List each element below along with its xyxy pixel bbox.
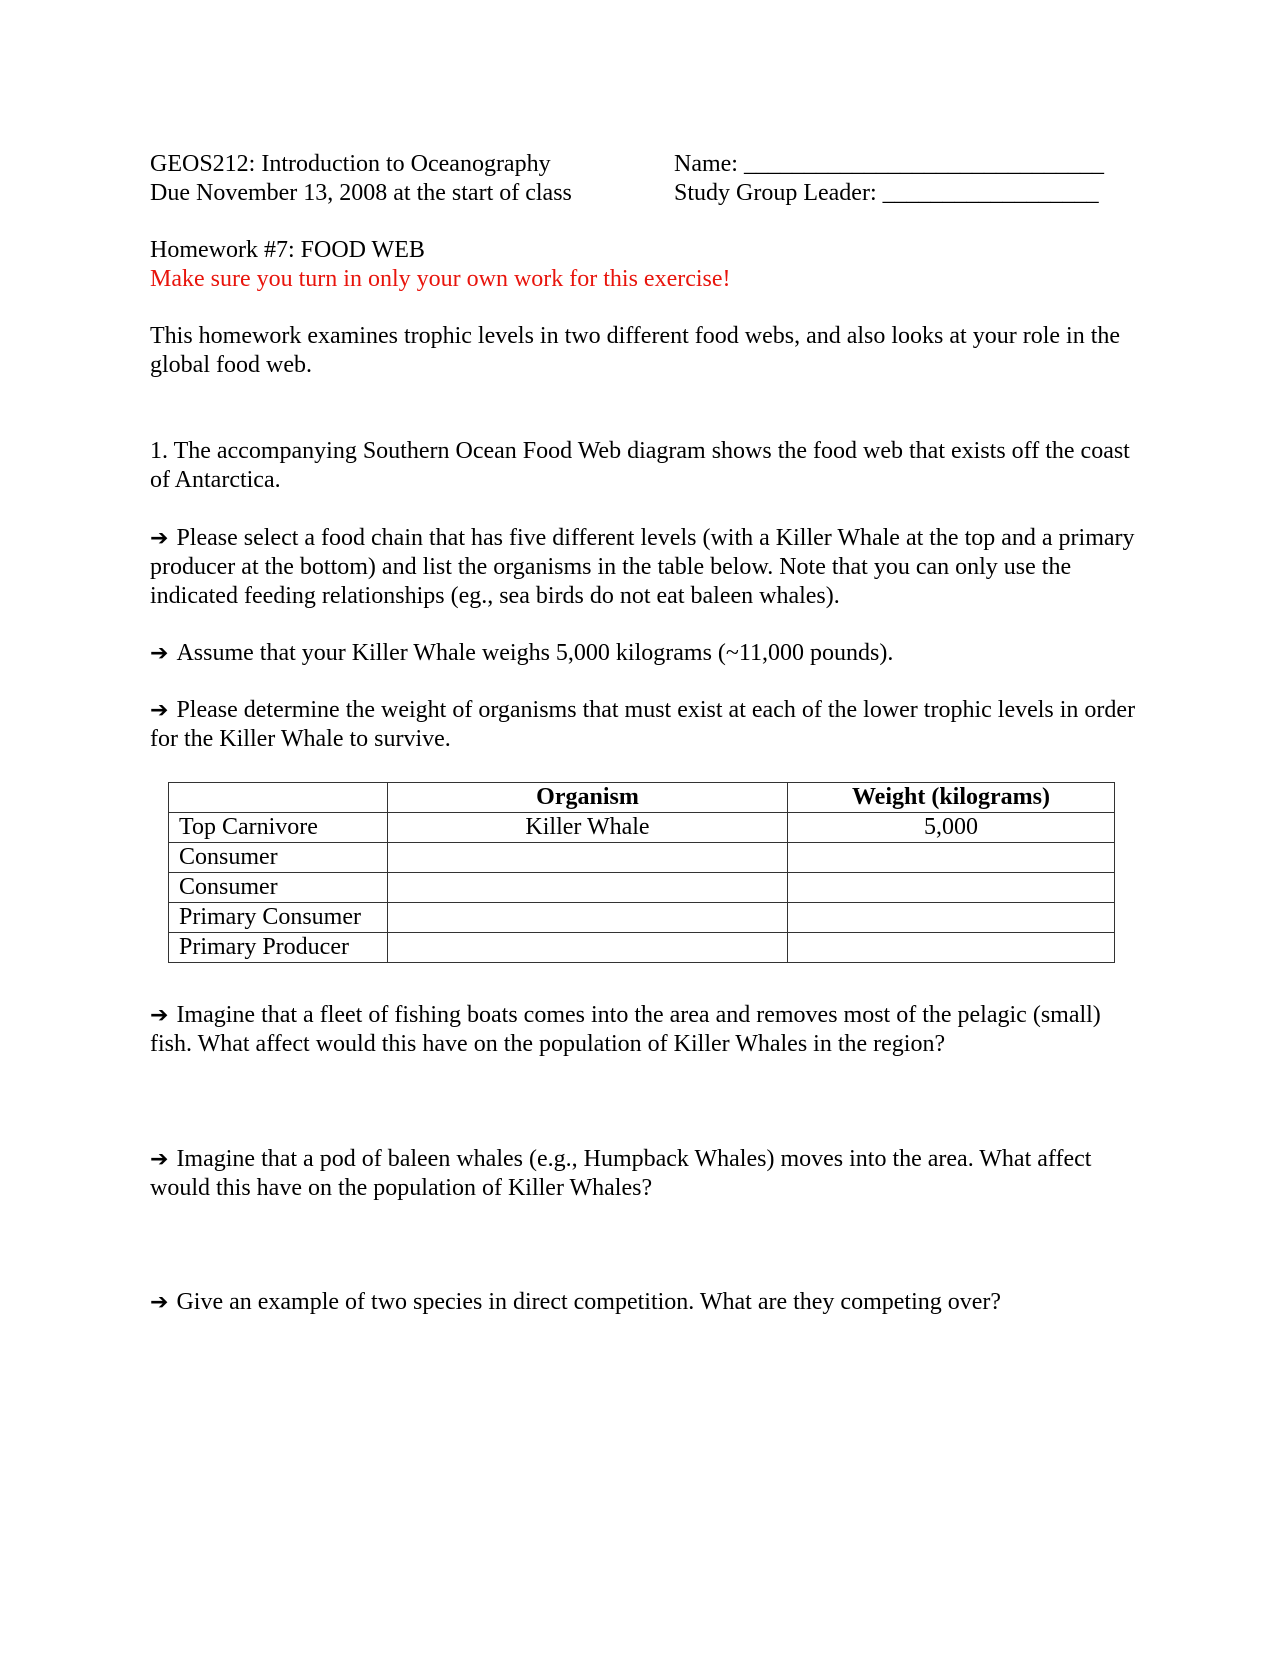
bullet-baleen-whales — [150, 1145, 1140, 1203]
homework-title: Homework #7: FOOD WEB — [150, 237, 425, 263]
level-cell: Primary Consumer — [169, 903, 388, 933]
organism-cell[interactable] — [388, 903, 788, 933]
table-row — [169, 813, 1115, 843]
bullet-text: Give an example of two species in direct competition. What are they competing over? — [176, 1289, 1002, 1315]
header-weight: Weight (kilograms) — [788, 783, 1115, 813]
bullet-text: Imagine that a fleet of fishing boats comes into the area and removes most of the pelagic (small) fish. What affect would this have on the population of Killer Whales in the region? — [150, 1002, 1101, 1057]
organism-cell[interactable] — [388, 843, 788, 873]
name-field[interactable]: Name: ______________________________ — [674, 151, 1104, 177]
bullet-text: Please select a food chain that has five different levels (with a Killer Whale at the top and a primary producer at the bottom) and list the organisms in the table below. Note that you can only use the indicated feeding relationships (eg., sea birds do not eat baleen whales). — [150, 525, 1135, 609]
organism-cell[interactable]: Killer Whale — [388, 813, 788, 843]
question-1: 1. The accompanying Southern Ocean Food Web diagram shows the food web that exists off the coast of Antarctica. — [150, 438, 1130, 493]
header-organism: Organism — [388, 783, 788, 813]
weight-cell[interactable] — [788, 933, 1115, 963]
level-cell: Consumer — [169, 873, 388, 903]
bullet-text: Assume that your Killer Whale weighs 5,000 kilograms (~11,000 pounds). — [176, 640, 894, 666]
bullet-select-food-chain — [150, 524, 1140, 611]
weight-cell[interactable]: 5,000 — [788, 813, 1115, 843]
intro-paragraph: This homework examines trophic levels in two different food webs, and also looks at your role in the global food web. — [150, 323, 1121, 378]
weight-cell[interactable] — [788, 873, 1115, 903]
weight-cell[interactable] — [788, 843, 1115, 873]
table-header-row — [169, 783, 1115, 813]
arrow-icon: ➔ — [150, 698, 169, 723]
bullet-text: Please determine the weight of organisms that must exist at each of the lower trophic levels in order for the Killer Whale to survive. — [150, 697, 1136, 752]
weight-cell[interactable] — [788, 903, 1115, 933]
bullet-text: Imagine that a pod of baleen whales (e.g., Humpback Whales) moves into the area. What affect would this have on the population of Killer Whales? — [150, 1146, 1092, 1201]
due-date: Due November 13, 2008 at the start of class — [150, 180, 572, 206]
table-row — [169, 843, 1115, 873]
study-group-leader-field[interactable]: Study Group Leader: __________________ — [674, 180, 1099, 206]
bullet-assume-weight — [150, 639, 1140, 668]
level-cell: Consumer — [169, 843, 388, 873]
bullet-fishing-boats — [150, 1001, 1140, 1059]
warning-text: Make sure you turn in only your own work for this exercise! — [150, 266, 731, 292]
arrow-icon: ➔ — [150, 641, 169, 666]
arrow-icon: ➔ — [150, 1003, 169, 1028]
bullet-determine-weight — [150, 696, 1140, 754]
arrow-icon: ➔ — [150, 1290, 169, 1315]
organism-cell[interactable] — [388, 873, 788, 903]
level-cell: Top Carnivore — [169, 813, 388, 843]
table-row — [169, 873, 1115, 903]
table-row — [169, 933, 1115, 963]
header-level — [169, 783, 388, 813]
organism-cell[interactable] — [388, 933, 788, 963]
bullet-competition — [150, 1288, 1140, 1317]
food-chain-table — [168, 782, 1115, 963]
table-row — [169, 903, 1115, 933]
arrow-icon: ➔ — [150, 1147, 169, 1172]
course-title: GEOS212: Introduction to Oceanography — [150, 151, 551, 177]
level-cell: Primary Producer — [169, 933, 388, 963]
arrow-icon: ➔ — [150, 526, 169, 551]
